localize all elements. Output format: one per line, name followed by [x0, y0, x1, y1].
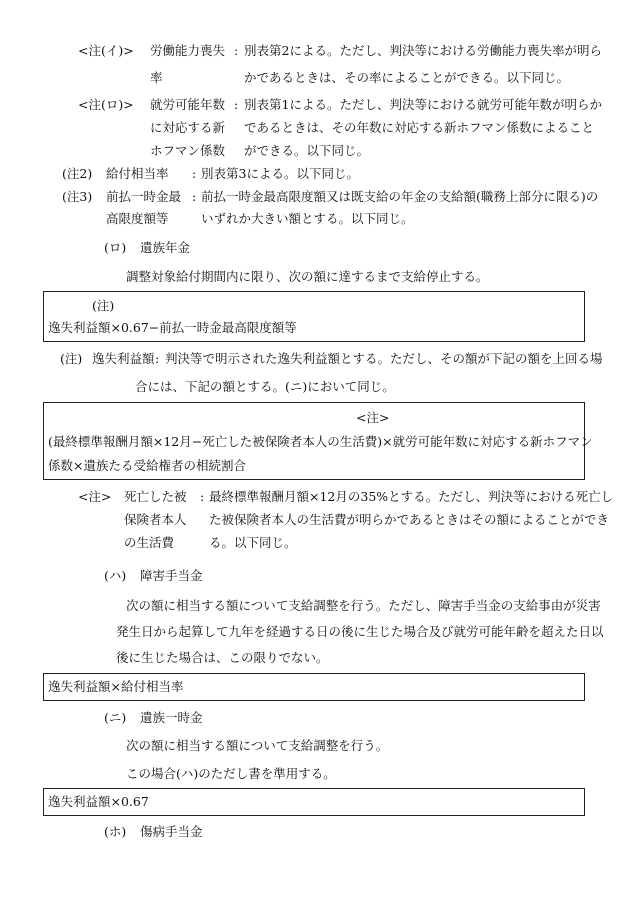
section-ha-paragraph: 発生日から起算して九年を経過する日の後に生じた場合及び就労可能年齢を超えた日以 — [116, 624, 604, 639]
note-loss-text: 合には、下記の額とする。(ニ)において同じ。 — [135, 379, 395, 394]
section-ha-title: 障害手当金 — [140, 568, 203, 583]
box3-formula: 逸失利益額×給付相当率 — [48, 679, 184, 694]
note-ro-text: 別表第1による。ただし、判決等における就労可能年数が明らか — [244, 97, 602, 112]
section-ni-paragraph: 次の額に相当する額について支給調整を行う。 — [126, 738, 389, 753]
section-ho-marker: (ホ) — [104, 824, 127, 839]
section-ni-title: 遺族一時金 — [140, 710, 203, 725]
section-ha-marker: (ハ) — [104, 568, 127, 583]
note2-text: 別表第3による。以下同じ。 — [201, 166, 359, 181]
note-living-text: 最終標準報酬月額×12月の35%とする。ただし、判決等における死亡し — [209, 489, 614, 504]
note-ro-term: に対応する新 — [150, 120, 226, 135]
formula-box-3 — [43, 673, 585, 701]
formula-box-2 — [43, 402, 593, 480]
note-loss-label: (注) — [60, 351, 83, 366]
formula-box-1 — [43, 291, 585, 342]
note2-label: (注2) — [62, 166, 93, 181]
note3-colon: : — [192, 189, 197, 204]
section-ni-marker: (ニ) — [104, 710, 127, 725]
box2-note: <注> — [356, 410, 390, 425]
note-ro-colon: : — [234, 97, 239, 112]
note2-colon: : — [192, 166, 197, 181]
section-ha-paragraph: 後に生じた場合は、この限りでない。 — [116, 650, 329, 665]
note-living-label: <注> — [78, 489, 112, 504]
section-ha-paragraph: 次の額に相当する額について支給調整を行う。ただし、障害手当金の支給事由が災害 — [126, 598, 601, 613]
note-living-colon: : — [200, 489, 205, 504]
note-living-term: の生活費 — [124, 535, 175, 550]
note-loss-colon: : — [155, 351, 160, 366]
box2-formula-line: (最終標準報酬月額×12月−死亡した被保険者本人の生活費)×就労可能年数に対応する新ホフマン — [48, 434, 593, 449]
note3-text: 前払一時金最高限度額又は既支給の年金の支給額(職務上部分に限る)の — [201, 189, 599, 204]
note-i-text: 別表第2による。ただし、判決等における労働能力喪失率が明ら — [244, 43, 602, 58]
note2-term: 給付相当率 — [106, 166, 169, 181]
note-ro-term: ホフマン係数 — [150, 143, 226, 158]
box2-formula-line: 係数×遺族たる受給権者の相続割合 — [48, 458, 246, 473]
note-loss-text: 判決等で明示された逸失利益額とする。ただし、その額が下記の額を上回る場 — [165, 351, 603, 366]
note-i-term: 率 — [150, 70, 163, 85]
section-ro-marker: (ロ) — [104, 240, 127, 255]
box4-formula: 逸失利益額×0.67 — [48, 794, 149, 809]
note-living-text: た被保険者本人の生活費が明らかであるときはその額によることができ — [209, 512, 610, 527]
note-ro-term: 就労可能年数 — [150, 97, 226, 112]
note-ro-label: <注(ロ)> — [78, 97, 134, 112]
formula-box-4 — [43, 788, 585, 816]
note-ro-text: ができる。以下同じ。 — [244, 143, 370, 158]
section-ho-title: 傷病手当金 — [140, 824, 203, 839]
box1-formula: 逸失利益額×0.67−前払一時金最高限度額等 — [48, 320, 297, 335]
note-i-text: かであるときは、その率によることができる。以下同じ。 — [244, 70, 570, 85]
note3-label: (注3) — [62, 189, 93, 204]
note3-text: いずれか大きい額とする。以下同じ。 — [201, 211, 414, 226]
note-ro-text: であるときは、その年数に対応する新ホフマン係数によること — [244, 120, 595, 135]
section-ro-title: 遺族年金 — [140, 240, 191, 255]
note-living-term: 死亡した被 — [124, 489, 187, 504]
note-living-term: 保険者本人 — [124, 512, 187, 527]
section-ni-paragraph: この場合(ハ)のただし書を準用する。 — [126, 766, 336, 781]
section-ro-paragraph: 調整対象給付期間内に限り、次の額に達するまで支給停止する。 — [126, 269, 489, 284]
note3-term: 高限度額等 — [106, 211, 169, 226]
note-i-term: 労働能力喪失 — [150, 43, 226, 58]
note-loss-term: 逸失利益額 — [92, 351, 155, 366]
note-living-text: る。以下同じ。 — [209, 535, 297, 550]
note-i-colon: : — [234, 43, 239, 58]
box1-note: (注) — [92, 298, 115, 313]
note3-term: 前払一時金最 — [106, 189, 182, 204]
note-i-label: <注(イ)> — [78, 43, 134, 58]
